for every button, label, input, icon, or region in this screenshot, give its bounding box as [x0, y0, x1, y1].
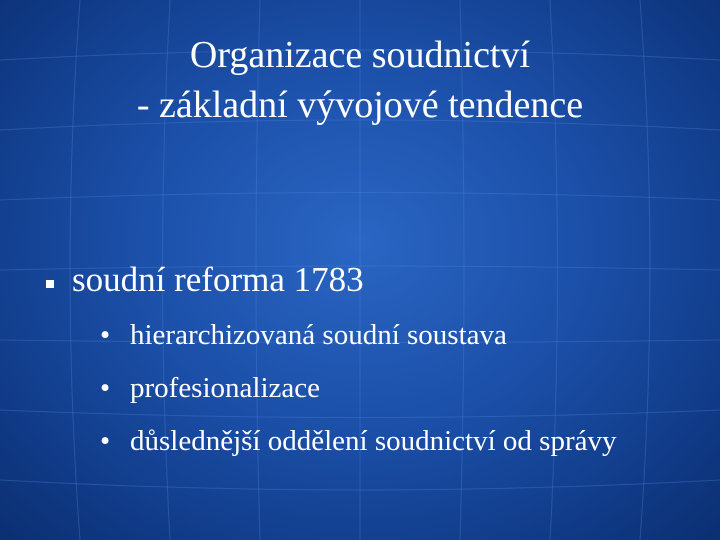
title-line-2: - základní vývojové tendence [136, 84, 584, 126]
sub-bullet-item [100, 371, 700, 406]
sub-bullet-item [100, 424, 700, 459]
dot-bullet-icon: • [100, 372, 111, 404]
sub-bullet-text: důslednější oddělení soudnictví od správy [130, 425, 617, 457]
sub-bullet-item [100, 318, 700, 353]
dot-bullet-icon: • [100, 425, 111, 457]
dot-bullet-icon: • [100, 319, 111, 351]
square-bullet-icon [46, 280, 54, 288]
sub-bullet-list [100, 318, 700, 459]
sub-bullet-text: hierarchizovaná soudní soustava [130, 319, 507, 351]
slide-title [0, 30, 720, 130]
bullet-text: soudní reforma 1783 [72, 260, 364, 299]
title-line-1: Organizace soudnictví [189, 34, 531, 76]
sub-bullet-text: profesionalizace [130, 372, 321, 404]
